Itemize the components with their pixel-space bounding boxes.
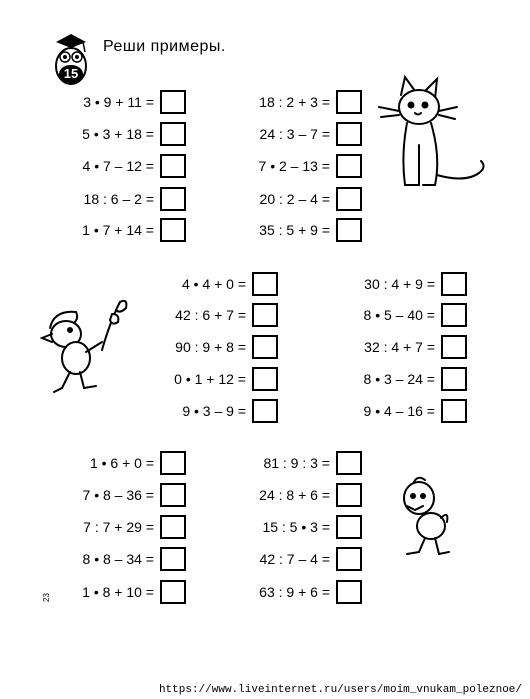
answer-box[interactable] (336, 547, 362, 571)
duckling-icon (395, 470, 465, 565)
math-exercise: 30 : 4 + 9 = (310, 270, 467, 298)
page-number: 23 (41, 593, 51, 602)
answer-box[interactable] (160, 90, 186, 114)
answer-box[interactable] (336, 218, 362, 242)
math-exercise: 4 • 7 – 12 = (30, 152, 186, 180)
math-exercise: 35 : 5 + 9 = (210, 216, 362, 244)
source-url: https://www.liveinternet.ru/users/moim_vnukam_poleznoe/ (158, 684, 522, 696)
owl-badge-icon (52, 30, 90, 88)
answer-box[interactable] (252, 272, 278, 296)
answer-box[interactable] (336, 154, 362, 178)
answer-box[interactable] (441, 303, 467, 327)
answer-box[interactable] (336, 483, 362, 507)
math-exercise: 18 : 6 – 2 = (30, 185, 186, 213)
answer-box[interactable] (336, 451, 362, 475)
answer-box[interactable] (336, 122, 362, 146)
answer-box[interactable] (441, 367, 467, 391)
chick-with-flower-icon (40, 292, 135, 400)
answer-box[interactable] (336, 580, 362, 604)
math-exercise: 42 : 6 + 7 = (125, 301, 278, 329)
answer-box[interactable] (441, 335, 467, 359)
math-exercise: 7 • 2 – 13 = (210, 152, 362, 180)
math-exercise: 18 : 2 + 3 = (210, 88, 362, 116)
answer-box[interactable] (441, 272, 467, 296)
math-exercise: 4 • 4 + 0 = (125, 270, 278, 298)
math-exercise: 9 • 3 – 9 = (125, 397, 278, 425)
math-exercise: 3 • 9 + 11 = (30, 88, 186, 116)
answer-box[interactable] (160, 451, 186, 475)
math-exercise: 9 • 4 – 16 = (310, 397, 467, 425)
answer-box[interactable] (160, 483, 186, 507)
answer-box[interactable] (160, 187, 186, 211)
math-exercise: 24 : 3 – 7 = (210, 120, 362, 148)
math-exercise: 7 • 8 – 36 = (30, 481, 186, 509)
math-exercise: 63 : 9 + 6 = (210, 578, 362, 606)
answer-box[interactable] (160, 580, 186, 604)
math-exercise: 90 : 9 + 8 = (125, 333, 278, 361)
answer-box[interactable] (160, 122, 186, 146)
page-title: Реши примеры. (103, 38, 226, 55)
answer-box[interactable] (160, 154, 186, 178)
math-exercise: 8 • 3 – 24 = (310, 365, 467, 393)
math-exercise: 1 • 7 + 14 = (30, 216, 186, 244)
answer-box[interactable] (441, 399, 467, 423)
answer-box[interactable] (336, 187, 362, 211)
math-exercise: 20 : 2 – 4 = (210, 185, 362, 213)
math-exercise: 8 • 5 – 40 = (310, 301, 467, 329)
answer-box[interactable] (252, 399, 278, 423)
math-exercise: 42 : 7 – 4 = (210, 545, 362, 573)
answer-box[interactable] (252, 367, 278, 391)
answer-box[interactable] (160, 547, 186, 571)
answer-box[interactable] (336, 515, 362, 539)
math-exercise: 5 • 3 + 18 = (30, 120, 186, 148)
math-exercise: 15 : 5 • 3 = (210, 513, 362, 541)
answer-box[interactable] (160, 218, 186, 242)
answer-box[interactable] (252, 335, 278, 359)
math-exercise: 1 • 8 + 10 = (30, 578, 186, 606)
math-exercise: 24 : 8 + 6 = (210, 481, 362, 509)
math-exercise: 0 • 1 + 12 = (125, 365, 278, 393)
math-exercise: 7 : 7 + 29 = (30, 513, 186, 541)
math-exercise: 1 • 6 + 0 = (30, 449, 186, 477)
answer-box[interactable] (336, 90, 362, 114)
cat-icon (375, 75, 490, 200)
answer-box[interactable] (160, 515, 186, 539)
math-exercise: 8 • 8 – 34 = (30, 545, 186, 573)
math-exercise: 32 : 4 + 7 = (310, 333, 467, 361)
math-exercise: 81 : 9 : 3 = (210, 449, 362, 477)
badge-number: 15 (63, 66, 79, 81)
answer-box[interactable] (252, 303, 278, 327)
